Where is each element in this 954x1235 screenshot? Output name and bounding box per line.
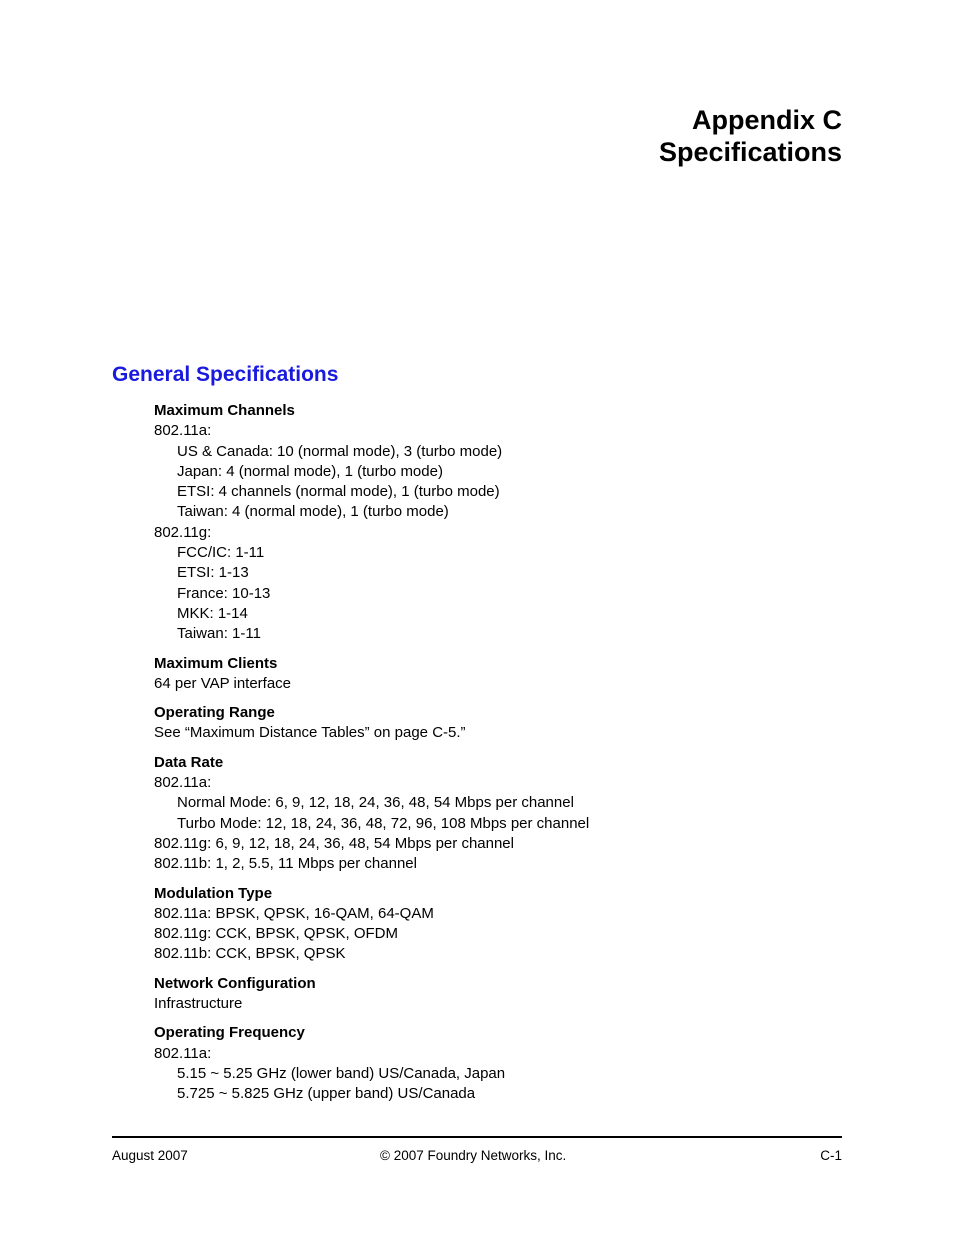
spec-line: France: 10-13 [177,584,271,602]
spec-line: 802.11a: [154,774,212,792]
spec-line: 64 per VAP interface [154,674,292,692]
spec-line: 802.11a: [154,1044,212,1062]
spec-heading: Data Rate [154,753,224,771]
spec-line: Taiwan: 1-11 [177,625,261,643]
spec-line: 802.11b: CCK, BPSK, QPSK [154,945,346,963]
page-title [659,104,842,168]
spec-block [154,1023,854,1104]
section-heading: General Specifications [112,363,339,386]
spec-line: Infrastructure [154,995,243,1013]
spec-line: 802.11a: BPSK, QPSK, 16-QAM, 64-QAM [154,904,434,922]
spec-heading: Modulation Type [154,884,273,902]
spec-line: Normal Mode: 6, 9, 12, 18, 24, 36, 48, 54 Mbps per channel [177,794,574,812]
spec-line: Japan: 4 (normal mode), 1 (turbo mode) [177,462,443,480]
specifications-list [154,401,854,1114]
spec-block [154,703,854,744]
title-line-appendix: Appendix C [691,105,842,135]
spec-line: See “Maximum Distance Tables” on page C-5.” [154,724,466,742]
title-line-specifications: Specifications [658,137,842,167]
footer-date: August 2007 [112,1148,188,1163]
spec-line: 5.725 ~ 5.825 GHz (upper band) US/Canada [177,1085,476,1103]
footer-copyright: © 2007 Foundry Networks, Inc. [380,1148,567,1163]
spec-line: 802.11a: [154,422,212,440]
spec-line: ETSI: 1-13 [177,564,249,582]
spec-block [154,753,854,875]
footer-page-number: C-1 [820,1148,842,1163]
spec-line: Turbo Mode: 12, 18, 24, 36, 48, 72, 96, 108 Mbps per channel [177,814,590,832]
spec-block [154,884,854,965]
spec-line: 802.11g: CCK, BPSK, QPSK, OFDM [154,925,398,943]
spec-heading: Network Configuration [154,974,316,992]
footer-divider [112,1136,842,1138]
spec-heading: Operating Frequency [154,1024,305,1042]
spec-line: MKK: 1-14 [177,604,248,622]
spec-heading: Operating Range [154,704,275,722]
spec-line: 802.11b: 1, 2, 5.5, 11 Mbps per channel [154,855,417,873]
spec-line: 802.11g: 6, 9, 12, 18, 24, 36, 48, 54 Mbps per channel [154,834,514,852]
spec-block [154,401,854,645]
spec-block [154,974,854,1015]
spec-line: 5.15 ~ 5.25 GHz (lower band) US/Canada, Japan [177,1064,506,1082]
spec-heading: Maximum Channels [154,402,295,419]
spec-line: US & Canada: 10 (normal mode), 3 (turbo mode) [177,442,503,460]
spec-line: FCC/IC: 1-11 [177,544,265,562]
spec-block [154,654,854,695]
spec-line: Taiwan: 4 (normal mode), 1 (turbo mode) [177,503,449,521]
spec-line: 802.11g: [154,523,212,541]
spec-line: ETSI: 4 channels (normal mode), 1 (turbo mode) [177,483,500,501]
spec-heading: Maximum Clients [154,654,278,672]
